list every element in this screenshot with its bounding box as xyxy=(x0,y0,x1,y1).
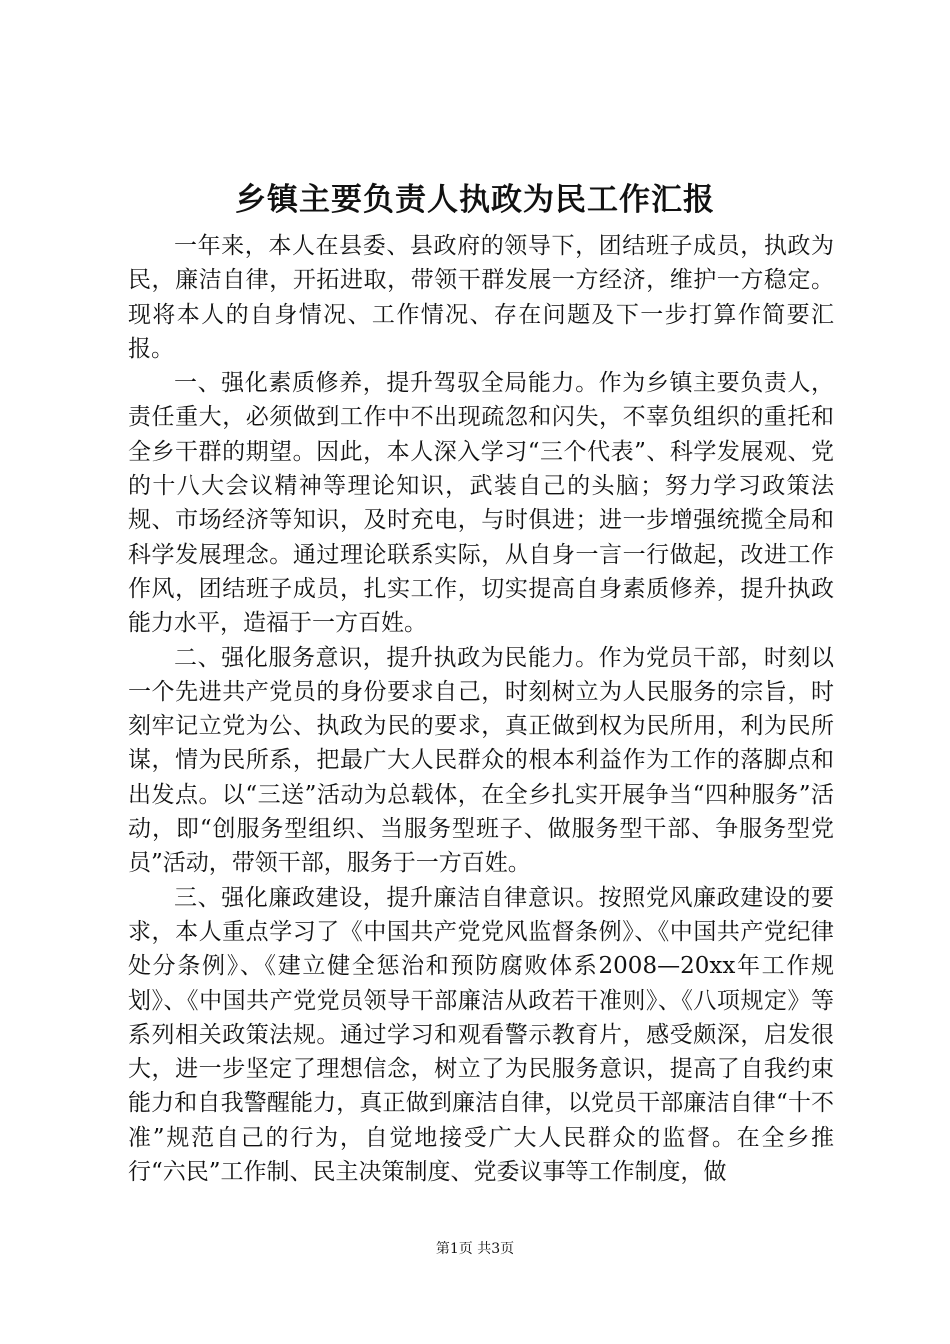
paragraph-section-2: 二、强化服务意识，提升执政为民能力。作为党员干部，时刻以一个先进共产党员的身份要求自己，时刻树立为人民服务的宗旨，时刻牢记立党为公、执政为民的要求，真正做到权为民所用，利为民所谋，情为民所系，把最广大人民群众的根本利益作为工作的落脚点和出发点。以“三送”活动为总载体，在全乡扎实开展争当“四种服务”活动，即“创服务型组织、当服务型班子、做服务型干部、争服务型党员”活动，带领干部，服务于一方百姓。 xyxy=(128,644,834,877)
document-body xyxy=(128,229,834,1189)
document-title: 乡镇主要负责人执政为民工作汇报 xyxy=(235,182,715,218)
paragraph-section-3: 三、强化廉政建设，提升廉洁自律意识。按照党风廉政建设的要求，本人重点学习了《中国共产党党风监督条例》、《中国共产党纪律处分条例》、《建立健全惩治和预防腐败体系2008—20xx年工作规划》、《中国共产党党员领导干部廉洁从政若干准则》、《八项规定》等系列相关政策法规。通过学习和观看警示教育片，感受颇深，启发很大，进一步坚定了理想信念，树立了为民服务意识，提高了自我约束能力和自我警醒能力，真正做到廉洁自律，以党员干部廉洁自律“十不准”规范自己的行为，自觉地接受广大人民群众的监督。在全乡推行“六民”工作制、民主决策制度、党委议事等工作制度，做 xyxy=(128,884,834,1186)
paragraph-section-1: 一、强化素质修养，提升驾驭全局能力。作为乡镇主要负责人，责任重大，必须做到工作中不出现疏忽和闪失，不辜负组织的重托和全乡干群的期望。因此，本人深入学习“三个代表”、科学发展观、党的十八大会议精神等理论知识，武装自己的头脑；努力学习政策法规、市场经济等知识，及时充电，与时俱进；进一步增强统揽全局和科学发展理念。通过理论联系实际，从自身一言一行做起，改进工作作风，团结班子成员，扎实工作，切实提高自身素质修养，提升执政能力水平，造福于一方百姓。 xyxy=(128,370,834,637)
page-number-footer: 第1页 共3页 xyxy=(435,1241,515,1257)
paragraph-intro: 一年来，本人在县委、县政府的领导下，团结班子成员，执政为民，廉洁自律，开拓进取，带领干群发展一方经济，维护一方稳定。现将本人的自身情况、工作情况、存在问题及下一步打算作简要汇报。 xyxy=(128,233,834,362)
